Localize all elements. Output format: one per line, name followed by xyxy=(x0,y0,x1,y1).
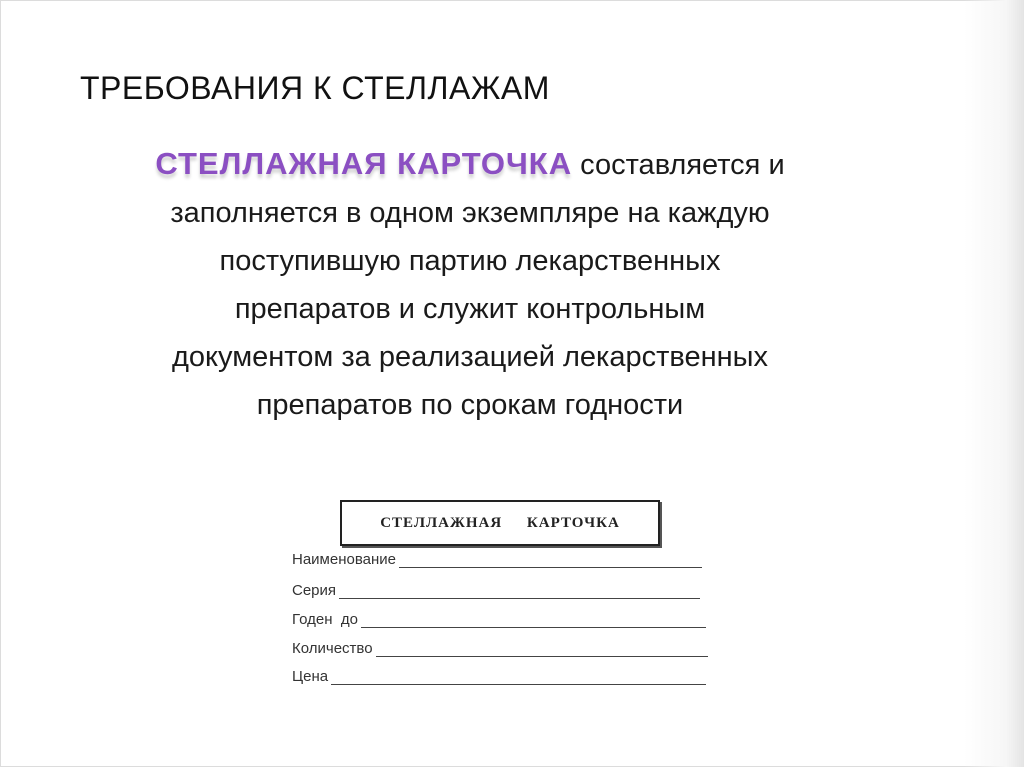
card-field-line xyxy=(376,642,708,657)
card-field-label: Годен до xyxy=(292,611,358,628)
card-field-series xyxy=(292,579,700,599)
card-field-label: Серия xyxy=(292,582,337,599)
body-line-3: поступившую партию лекарственных xyxy=(219,245,721,277)
card-field-quantity xyxy=(292,637,708,657)
card-field-label: Цена xyxy=(292,668,329,685)
highlight-term: СТЕЛЛАЖНАЯ КАРТОЧКА xyxy=(155,146,573,181)
card-field-line xyxy=(361,613,706,628)
card-header: СТЕЛЛАЖНАЯ КАРТОЧКА xyxy=(340,500,660,546)
shelf-card-image xyxy=(290,500,720,700)
body-line-1 xyxy=(60,140,880,189)
body-line-6: препаратов по срокам годности xyxy=(256,389,684,421)
slide-title: ТРЕБОВАНИЯ К СТЕЛЛАЖАМ xyxy=(80,70,550,106)
card-field-label: Наименование xyxy=(292,551,396,568)
slide-body-text xyxy=(60,140,880,429)
card-field-name xyxy=(292,548,702,568)
card-field-line xyxy=(339,584,700,599)
body-line-2: заполняется в одном экземпляре на каждую xyxy=(170,197,770,229)
body-line-5: документом за реализацией лекарственных xyxy=(171,341,768,373)
body-line-1-rest: составляется и xyxy=(572,149,785,181)
card-field-expiry xyxy=(292,608,706,628)
body-line-4: препаратов и служит контрольным xyxy=(234,293,706,325)
page-curl xyxy=(964,0,1024,767)
card-field-line xyxy=(399,553,702,568)
card-field-price xyxy=(292,665,706,685)
card-field-line xyxy=(331,670,706,685)
card-field-label: Количество xyxy=(292,640,373,657)
